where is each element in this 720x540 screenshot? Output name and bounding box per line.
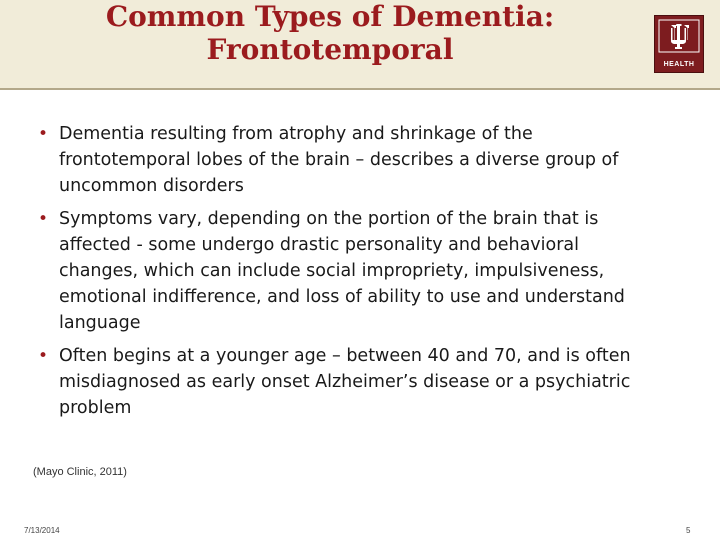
bullet-item (38, 206, 663, 336)
bullet-marker: • (38, 124, 49, 144)
page-number: 5 (686, 526, 691, 535)
bullet-marker: • (38, 346, 49, 366)
bullet-marker: • (38, 209, 49, 229)
bullet-item (38, 121, 663, 199)
bullet-list (38, 121, 663, 428)
iu-health-logo (654, 15, 704, 73)
bullet-text: Often begins at a younger age – between 40 and 70, and is often misdiagnosed as early onset Alzheimer’s disease or a psychiatric problem (59, 346, 631, 418)
footer-date: 7/13/2014 (24, 526, 60, 535)
header-divider (0, 88, 720, 90)
logo-health-label: HEALTH (663, 61, 695, 68)
title-line-2: Frontotemporal (206, 33, 454, 66)
bullet-text: Dementia resulting from atrophy and shrinkage of the frontotemporal lobes of the brain – describes a diverse group of uncommon disorders (59, 124, 619, 196)
slide-header (0, 0, 720, 88)
bullet-item (38, 343, 663, 421)
bullet-text: Symptoms vary, depending on the portion of the brain that is affected - some undergo drastic personality and behavioral changes, which can include social impropriety, impulsiveness, emotional indifference, and loss of ability to use and understand language (59, 209, 625, 333)
citation: (Mayo Clinic, 2011) (33, 466, 127, 478)
slide-title (60, 0, 600, 66)
title-line-1: Common Types of Dementia: (105, 0, 555, 33)
